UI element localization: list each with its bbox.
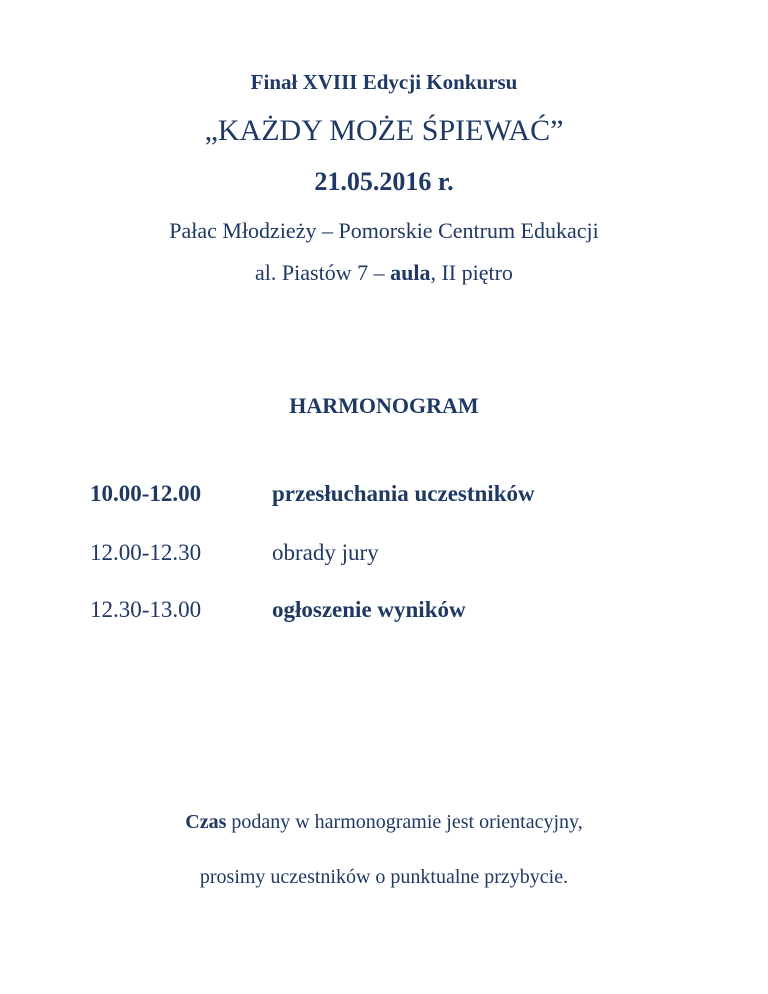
event-address bbox=[0, 260, 768, 286]
schedule-time: 12.00-12.30 bbox=[90, 540, 202, 565]
note-emphasis: Czas bbox=[185, 811, 227, 833]
address-floor: , II piętro bbox=[430, 260, 513, 285]
event-title: „KAŻDY MOŻE ŚPIEWAĆ” bbox=[204, 114, 564, 147]
event-subtitle: Finał XVIII Edycji Konkursu bbox=[250, 70, 518, 94]
note-line-2: prosimy uczestników o punktualne przybycie. bbox=[199, 866, 569, 888]
schedule-activity: ogłoszenie wyników bbox=[272, 597, 466, 622]
address-room: aula bbox=[390, 260, 431, 285]
schedule-time: 12.30-13.00 bbox=[90, 597, 202, 622]
event-date: 21.05.2016 r. bbox=[314, 167, 454, 196]
schedule-activity: obrady jury bbox=[272, 540, 379, 565]
schedule-time: 10.00-12.00 bbox=[90, 481, 202, 506]
address-prefix: al. Piastów 7 – bbox=[255, 260, 391, 285]
schedule-activity: przesłuchania uczestników bbox=[272, 481, 535, 506]
schedule-heading: HARMONOGRAM bbox=[289, 393, 479, 418]
note-text: podany w harmonogramie jest orientacyjny, bbox=[226, 811, 583, 833]
event-venue: Pałac Młodzieży – Pomorskie Centrum Edukacji bbox=[169, 218, 599, 243]
note-line-1 bbox=[0, 811, 768, 834]
